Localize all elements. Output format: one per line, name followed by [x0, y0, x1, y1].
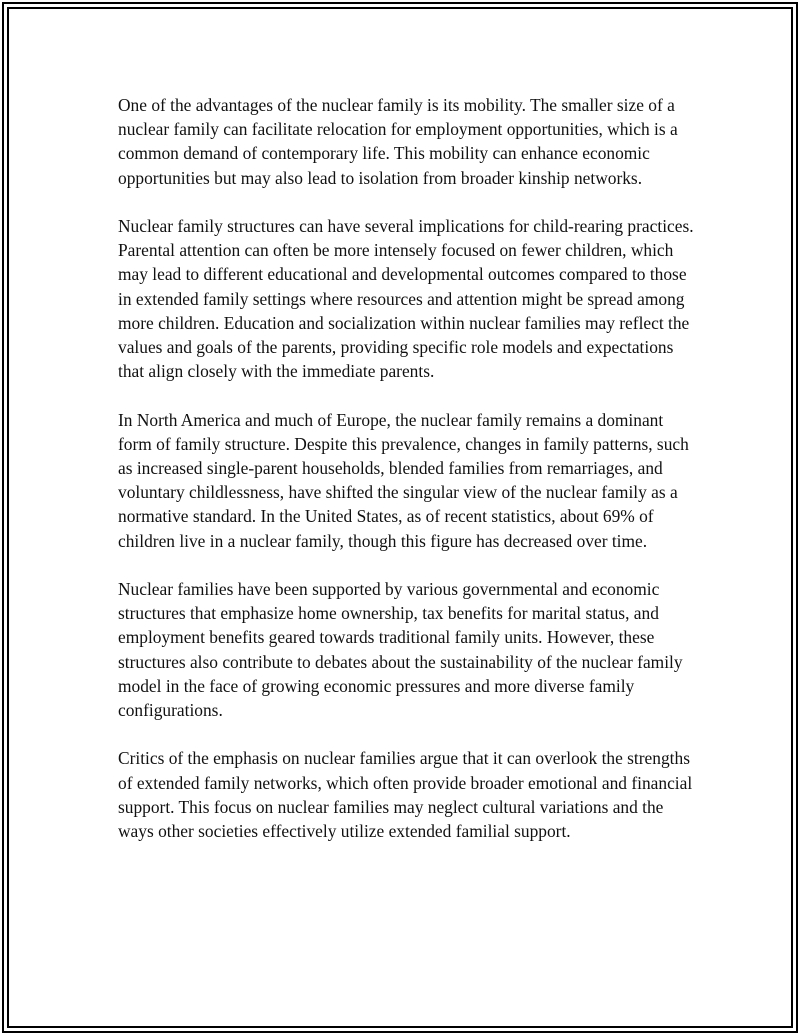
document-body [118, 93, 698, 867]
paragraph-child-rearing: Nuclear family structures can have several implications for child-rearing practices. Parental attention can often be more intensely focused on fewer children, which may lead to different educational and developmental outcomes compared to those in extended family settings where resources and attention might be spread among more children. Education and socialization within nuclear families may reflect the values and goals of the parents, providing specific role models and expectations that align closely with the immediate parents. [118, 216, 694, 382]
paragraph-prevalence: In North America and much of Europe, the nuclear family remains a dominant form of family structure. Despite this prevalence, changes in family patterns, such as increased single-parent households, blended families from remarriages, and voluntary childlessness, have shifted the singular view of the nuclear family as a normative standard. In the United States, as of recent statistics, about 69% of children live in a nuclear family, though this figure has decreased over time. [118, 409, 689, 551]
paragraph-mobility: One of the advantages of the nuclear family is its mobility. The smaller size of a nuclear family can facilitate relocation for employment opportunities, which is a common demand of contemporary life. This mobility can enhance economic opportunities but may also lead to isolation from broader kinship networks. [118, 95, 678, 188]
paragraph-support-structures: Nuclear families have been supported by various governmental and economic structures that emphasize home ownership, tax benefits for marital status, and employment benefits geared towards traditional family units. However, these structures also contribute to debates about the sustainability of the nuclear family model in the face of growing economic pressures and more diverse family configurations. [118, 579, 683, 721]
paragraph-critics: Critics of the emphasis on nuclear families argue that it can overlook the strengths of extended family networks, which often provide broader emotional and financial support. This focus on nuclear families may neglect cultural variations and the ways other societies effectively utilize extended familial support. [118, 748, 693, 842]
